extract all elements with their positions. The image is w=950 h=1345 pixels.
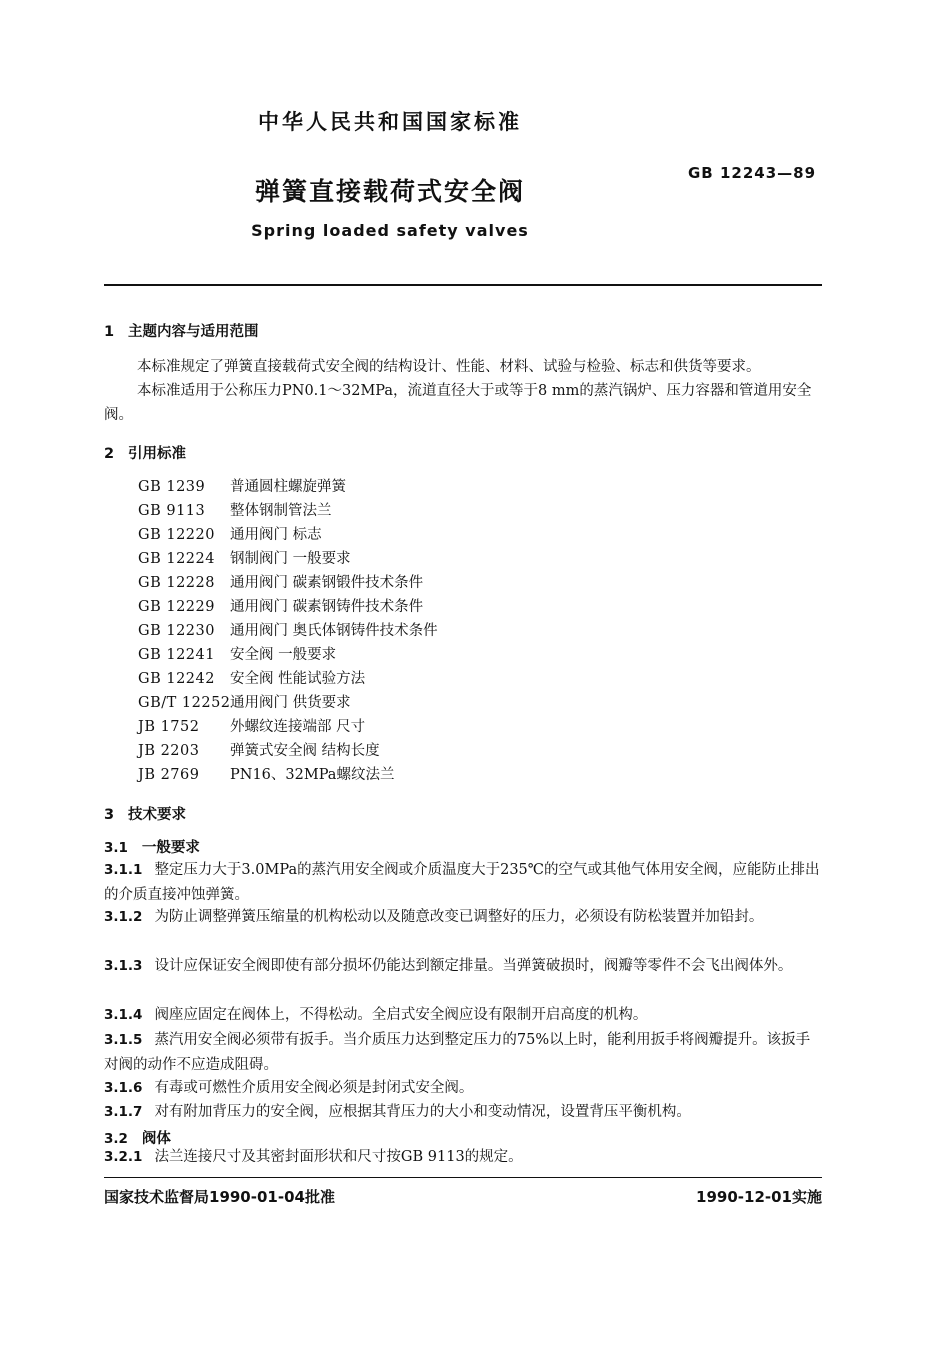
- section-number: 1: [104, 324, 115, 340]
- standard-title-chinese: 弹簧直接载荷式安全阀: [254, 177, 525, 206]
- effective-date: 1990-12-01实施: [696, 1188, 822, 1206]
- clause-text: 整定压力大于3.0MPa的蒸汽用安全阀或介质温度大于235℃的空气或其他气体用安全阀，应能防止排出的介质直接冲蚀弹簧。: [104, 862, 820, 903]
- clause-3-1-7: [104, 1100, 822, 1125]
- clause-number: 3.1: [104, 840, 128, 856]
- reference-code: GB 12230: [138, 623, 215, 639]
- clause-text: 蒸汽用安全阀必须带有扳手。当介质压力达到整定压力的75%以上时，能利用扳手将阀瓣提升。该扳手对阀的动作不应造成阻碍。: [104, 1032, 811, 1073]
- list-item: [138, 763, 438, 787]
- reference-title: 安全阀 一般要求: [230, 647, 337, 663]
- subsection-title: 阀体: [141, 1131, 171, 1147]
- reference-title: 普通圆柱螺旋弹簧: [230, 479, 346, 495]
- reference-code: GB 12228: [138, 575, 215, 591]
- section-2-heading: [104, 442, 186, 463]
- section-title: 引用标准: [128, 446, 186, 462]
- list-item: [138, 739, 438, 763]
- clause-3-1-2: [104, 905, 822, 930]
- reference-title: 通用阀门 奥氏体钢铸件技术条件: [230, 623, 438, 639]
- header-divider: [104, 284, 822, 286]
- clause-number: 3.1.4: [104, 1007, 143, 1023]
- footer-divider: [104, 1177, 822, 1178]
- reference-title: 钢制阀门 一般要求: [230, 551, 351, 567]
- reference-code: JB 2769: [138, 767, 200, 783]
- list-item: [138, 691, 438, 715]
- section-title: 技术要求: [128, 807, 186, 823]
- list-item: [138, 619, 438, 643]
- list-item: [138, 571, 438, 595]
- clause-3-1-6: [104, 1076, 822, 1101]
- section-1-paragraph-2: 本标准适用于公称压力PN0.1～32MPa，流道直径大于或等于8 mm的蒸汽锅炉、压力容器和管道用安全阀。: [104, 383, 812, 423]
- section-number: 2: [104, 446, 115, 462]
- reference-title: 通用阀门 碳素钢锻件技术条件: [230, 575, 424, 591]
- clause-text: 有毒或可燃性介质用安全阀必须是封闭式安全阀。: [154, 1080, 474, 1096]
- clause-text: 为防止调整弹簧压缩量的机构松动以及随意改变已调整好的压力，必须设有防松装置并加铅封。: [154, 909, 764, 925]
- list-item: [138, 667, 438, 691]
- clause-3-1-5: [104, 1028, 822, 1078]
- reference-code: GB 12229: [138, 599, 215, 615]
- clause-number: 3.1.5: [104, 1032, 143, 1048]
- reference-title: 整体钢制管法兰: [230, 503, 332, 519]
- reference-title: 外螺纹连接端部 尺寸: [230, 719, 366, 735]
- reference-code: JB 1752: [138, 719, 200, 735]
- standard-title-english: Spring loaded safety valves: [251, 221, 529, 240]
- reference-code: GB 12224: [138, 551, 215, 567]
- clause-text: 对有附加背压力的安全阀，应根据其背压力的大小和变动情况，设置背压平衡机构。: [154, 1104, 691, 1120]
- list-item: [138, 595, 438, 619]
- reference-code: GB/T 12252: [138, 695, 231, 711]
- clause-3-1-4: [104, 1003, 822, 1028]
- reference-code: GB 12242: [138, 671, 215, 687]
- section-1-heading: [104, 320, 259, 341]
- reference-code: GB 12241: [138, 647, 215, 663]
- referenced-standards-list: [138, 475, 438, 787]
- reference-title: 弹簧式安全阀 结构长度: [230, 743, 380, 759]
- list-item: [138, 643, 438, 667]
- reference-title: 安全阀 性能试验方法: [230, 671, 366, 687]
- list-item: [138, 475, 438, 499]
- reference-title: 通用阀门 标志: [230, 527, 322, 543]
- reference-code: JB 2203: [138, 743, 200, 759]
- list-item: [138, 547, 438, 571]
- reference-code: GB 12220: [138, 527, 215, 543]
- clause-number: 3.2.1: [104, 1149, 143, 1165]
- clause-number: 3.1.7: [104, 1104, 143, 1120]
- section-title: 主题内容与适用范围: [128, 324, 259, 340]
- reference-title: PN16、32MPa螺纹法兰: [230, 767, 395, 783]
- reference-code: GB 1239: [138, 479, 206, 495]
- list-item: [138, 715, 438, 739]
- clause-3-1-3: [104, 954, 822, 979]
- clause-text: 阀座应固定在阀体上，不得松动。全启式安全阀应设有限制开启高度的机构。: [154, 1007, 648, 1023]
- subsection-3-1-heading: [104, 836, 200, 857]
- section-3-heading: [104, 803, 186, 824]
- list-item: [138, 499, 438, 523]
- clause-number: 3.1.1: [104, 862, 143, 878]
- reference-title: 通用阀门 供货要求: [230, 695, 351, 711]
- reference-title: 通用阀门 碳素钢铸件技术条件: [230, 599, 424, 615]
- clause-text: 设计应保证安全阀即使有部分损坏仍能达到额定排量。当弹簧破损时，阀瓣等零件不会飞出阀体外。: [154, 958, 793, 974]
- list-item: [138, 523, 438, 547]
- section-number: 3: [104, 807, 115, 823]
- reference-code: GB 9113: [138, 503, 206, 519]
- clause-3-1-1: [104, 858, 822, 908]
- subsection-title: 一般要求: [141, 840, 200, 856]
- issuing-organization: 中华人民共和国国家标准: [258, 110, 522, 134]
- clause-3-2-1: [104, 1145, 822, 1170]
- approval-date: 国家技术监督局1990-01-04批准: [104, 1188, 335, 1206]
- clause-number: 3.1.3: [104, 958, 143, 974]
- clause-text: 法兰连接尺寸及其密封面形状和尺寸按GB 9113的规定。: [154, 1149, 523, 1165]
- section-1-paragraph-1: 本标准规定了弹簧直接载荷式安全阀的结构设计、性能、材料、试验与检验、标志和供货等要求。: [137, 359, 761, 375]
- standard-number: GB 12243—89: [688, 164, 817, 182]
- clause-number: 3.1.6: [104, 1080, 143, 1096]
- clause-number: 3.1.2: [104, 909, 143, 925]
- clause-number: 3.2: [104, 1131, 128, 1147]
